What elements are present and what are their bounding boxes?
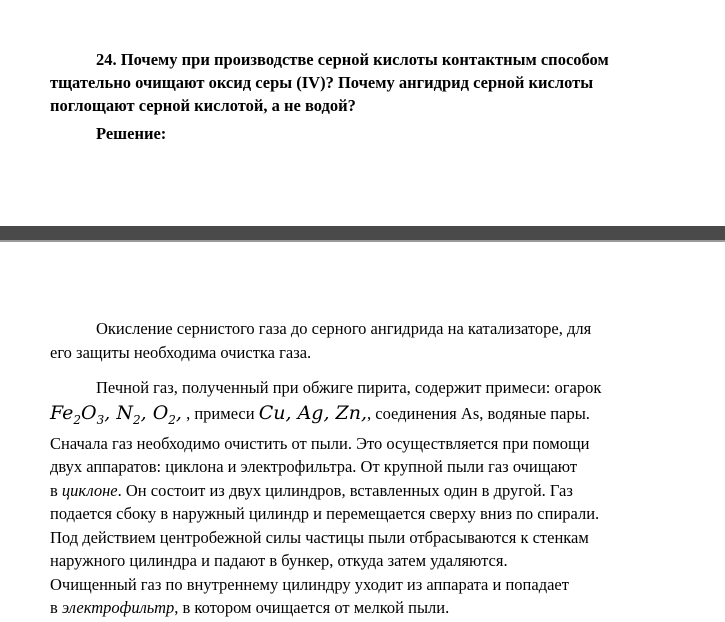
text-impurities: , примеси	[181, 403, 259, 423]
paragraph-line: Очищенный газ по внутреннему цилиндру уходит из аппарата и попадает	[50, 574, 569, 594]
paragraph-line: подается сбоку в наружный цилиндр и перемещается сверху вниз по спирали.	[50, 504, 600, 524]
paragraph-line: Окисление сернистого газа до серного ангидрида на катализаторе, для	[96, 319, 592, 338]
formula-cinder: $Fe_2O_3$, $N_2$, $O_2$,	[50, 401, 182, 427]
paragraph-line: его защиты необходима очистка газа.	[50, 342, 312, 362]
paragraph-line: Печной газ, полученный при обжиге пирита, содержит примеси: огарок	[96, 378, 602, 397]
paragraph-kiln-gas	[50, 376, 690, 620]
formula-line	[50, 402, 690, 432]
paragraph-line: в электрофильтр, в котором очищается от мелкой пыли.	[50, 598, 450, 618]
paragraph-line: двух аппаратов: циклона и электрофильтра. От крупной пыли газ очищают	[50, 457, 578, 477]
paragraph-line: в циклоне. Он состоит из двух цилиндров, вставленных один в другой. Газ	[50, 480, 573, 500]
paragraph-line: Под действием центробежной силы частицы пыли отбрасываются к стенкам	[50, 527, 589, 547]
solution-label: Решение:	[96, 124, 167, 143]
paragraph-line: наружного цилиндра и падают в бункер, откуда затем удаляются.	[50, 551, 508, 571]
page-divider-shadow	[0, 240, 725, 242]
page-divider	[0, 226, 725, 240]
paragraph-line: Сначала газ необходимо очистить от пыли. Это осуществляется при помощи	[50, 433, 590, 453]
text-compounds: , соединения As, водяные пары.	[367, 403, 590, 423]
formula-metals: Cu, Ag, Zn,	[258, 401, 368, 424]
term-electrofilter: электрофильтр	[61, 598, 175, 618]
paragraph-catalyst	[50, 317, 690, 364]
question-text: 24. Почему при производстве серной кислоты контактным способом тщательно очищают оксид серы (IV)? Почему ангидрид серной кислоты поглощают серной кислотой, а не водой?	[50, 50, 609, 115]
question-heading	[50, 48, 680, 117]
term-cyclone: циклоне	[61, 480, 118, 500]
